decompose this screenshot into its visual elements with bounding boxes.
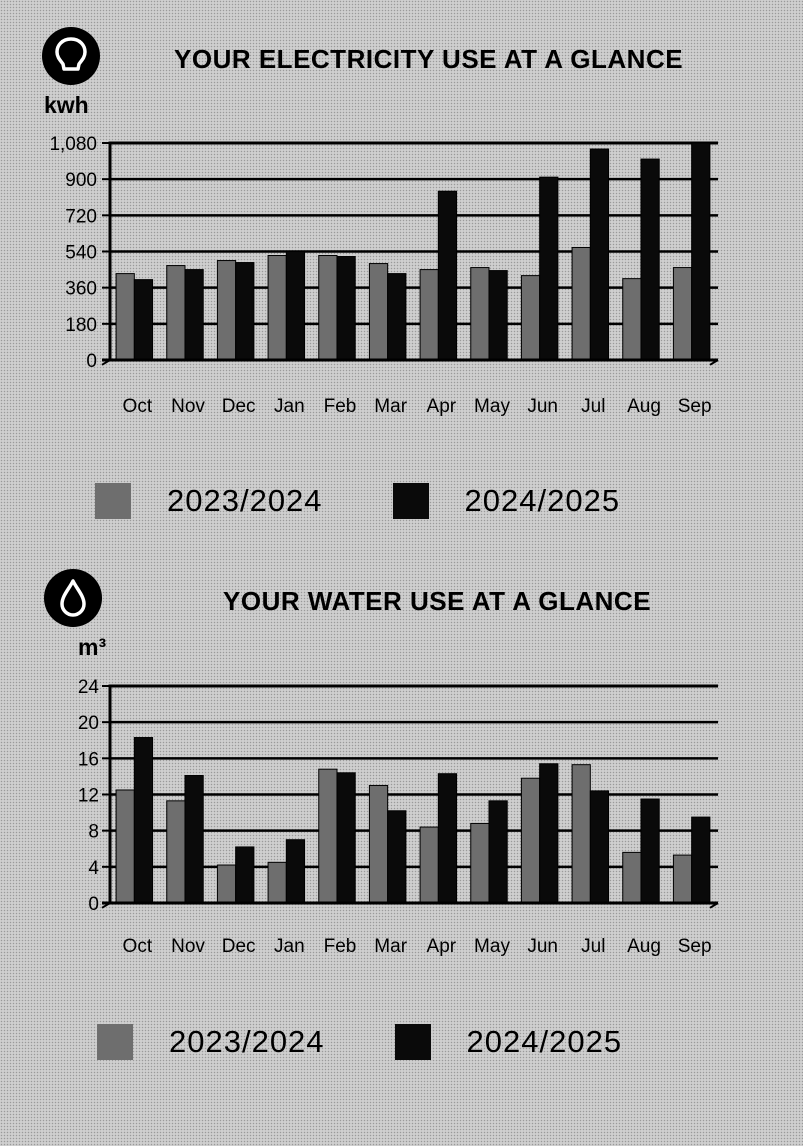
water-y-tick-label: 20 — [77, 713, 99, 735]
water-bar-2023 — [521, 778, 539, 903]
legend-label-2023: 2023/2024 — [169, 1024, 325, 1059]
water-x-tick-label: May — [474, 936, 510, 957]
elec-x-tick-label: Aug — [627, 396, 661, 417]
elec-x-tick-label: Jan — [274, 396, 305, 417]
legend-swatch-2023 — [97, 1024, 133, 1060]
electricity-legend — [95, 483, 690, 519]
water-bar-2023 — [116, 790, 134, 903]
elec-bar-2024 — [590, 149, 608, 360]
elec-x-tick-label: Dec — [221, 396, 256, 417]
elec-bar-2023 — [471, 268, 489, 360]
water-bar-2023 — [167, 801, 185, 903]
elec-x-tick-label: Nov — [171, 396, 205, 417]
water-bar-2023 — [369, 785, 387, 903]
water-x-tick-label: Jul — [581, 936, 606, 957]
elec-bar-2023 — [369, 264, 387, 360]
elec-y-tick-label: 0 — [86, 351, 97, 372]
elec-bar-2023 — [217, 261, 235, 360]
elec-bar-2024 — [641, 159, 659, 360]
water-x-tick-label: Jun — [527, 936, 558, 957]
water-y-tick-label: 12 — [77, 785, 99, 807]
water-legend — [97, 1024, 692, 1060]
elec-x-tick-label: Sep — [677, 396, 712, 417]
water-x-tick-label: Feb — [323, 936, 357, 957]
elec-bar-2023 — [319, 256, 337, 360]
elec-bar-2024 — [540, 177, 558, 360]
legend-swatch-2024 — [393, 483, 429, 519]
elec-x-tick-label: May — [474, 396, 510, 417]
legend-swatch-2023 — [95, 483, 131, 519]
legend-item-2024 — [393, 483, 621, 519]
elec-bar-2024 — [185, 270, 203, 360]
water-y-tick-label: 16 — [77, 749, 99, 771]
water-bar-2024 — [692, 817, 710, 903]
elec-bar-2024 — [286, 252, 304, 361]
elec-bar-2024 — [388, 274, 406, 360]
legend-label-2024: 2024/2025 — [464, 483, 621, 518]
elec-x-tick-label: Feb — [323, 396, 357, 417]
legend-label-2023: 2023/2024 — [167, 483, 323, 518]
elec-bar-2024 — [134, 280, 152, 360]
water-bar-2023 — [268, 862, 286, 903]
legend-swatch-2024 — [395, 1024, 431, 1060]
elec-bar-2023 — [116, 274, 134, 360]
water-title: YOUR WATER USE AT A GLANCE — [223, 586, 652, 616]
elec-bar-2023 — [521, 276, 539, 360]
water-bar-2023 — [217, 865, 235, 903]
electricity-panel — [0, 0, 803, 560]
water-x-tick-label: Mar — [374, 936, 408, 957]
elec-y-tick-label: 1,080 — [49, 134, 97, 155]
water-y-tick-label: 24 — [77, 677, 99, 698]
water-chart — [0, 560, 803, 980]
elec-y-tick-label: 360 — [65, 278, 97, 300]
water-bar-2023 — [420, 827, 438, 903]
water-bar-2024 — [388, 811, 406, 903]
elec-x-tick-label: Mar — [374, 396, 408, 417]
water-bar-2024 — [489, 801, 507, 903]
water-y-tick-label: 0 — [88, 894, 99, 915]
water-bar-2024 — [236, 847, 254, 903]
elec-y-tick-label: 720 — [65, 206, 97, 228]
elec-y-tick-label: 900 — [65, 170, 97, 192]
water-bar-2023 — [471, 823, 489, 903]
elec-bar-2023 — [623, 279, 641, 360]
elec-bar-2024 — [438, 191, 456, 360]
water-bar-2024 — [337, 773, 355, 903]
legend-item-2023 — [95, 483, 323, 519]
electricity-title: YOUR ELECTRICITY USE AT A GLANCE — [174, 44, 684, 74]
elec-bar-2024 — [236, 263, 254, 360]
elec-bar-2024 — [337, 257, 355, 360]
water-x-tick-label: Dec — [221, 936, 256, 957]
elec-x-tick-label: Jun — [527, 396, 558, 417]
water-panel — [0, 560, 803, 1146]
elec-x-tick-label: Apr — [426, 396, 457, 417]
water-bar-2024 — [590, 791, 608, 903]
water-unit-label: m³ — [78, 634, 107, 660]
electricity-chart — [0, 0, 803, 440]
water-bar-2024 — [540, 764, 558, 903]
water-bar-2024 — [185, 776, 203, 903]
elec-bar-2023 — [167, 266, 185, 360]
elec-bar-2024 — [489, 271, 507, 360]
elec-bar-2023 — [268, 256, 286, 360]
legend-item-2023 — [97, 1024, 325, 1060]
water-x-tick-label: Jan — [274, 936, 305, 957]
elec-y-tick-label: 180 — [65, 314, 97, 336]
elec-bar-2023 — [673, 268, 691, 360]
water-bar-2024 — [134, 738, 152, 903]
water-y-tick-label: 4 — [88, 857, 99, 879]
water-bar-2024 — [438, 774, 456, 903]
water-bar-2023 — [673, 855, 691, 903]
water-bar-2024 — [641, 799, 659, 903]
water-x-tick-label: Nov — [171, 936, 205, 957]
elec-x-tick-label: Oct — [122, 396, 153, 417]
water-bar-2023 — [572, 765, 590, 903]
water-y-tick-label: 8 — [88, 821, 99, 843]
water-x-tick-label: Sep — [677, 936, 712, 957]
water-x-tick-label: Aug — [627, 936, 661, 957]
water-bar-2023 — [623, 852, 641, 903]
elec-bar-2023 — [572, 247, 590, 360]
legend-item-2024 — [395, 1024, 623, 1060]
water-x-tick-label: Oct — [122, 936, 153, 957]
water-bar-2023 — [319, 769, 337, 903]
elec-bar-2023 — [420, 270, 438, 360]
legend-label-2024: 2024/2025 — [466, 1024, 623, 1059]
electricity-unit-label: kwh — [44, 92, 89, 118]
elec-bar-2024 — [692, 143, 710, 360]
elec-x-tick-label: Jul — [581, 396, 606, 417]
water-x-tick-label: Apr — [426, 936, 457, 957]
water-bar-2024 — [286, 840, 304, 903]
elec-y-tick-label: 540 — [65, 242, 97, 264]
